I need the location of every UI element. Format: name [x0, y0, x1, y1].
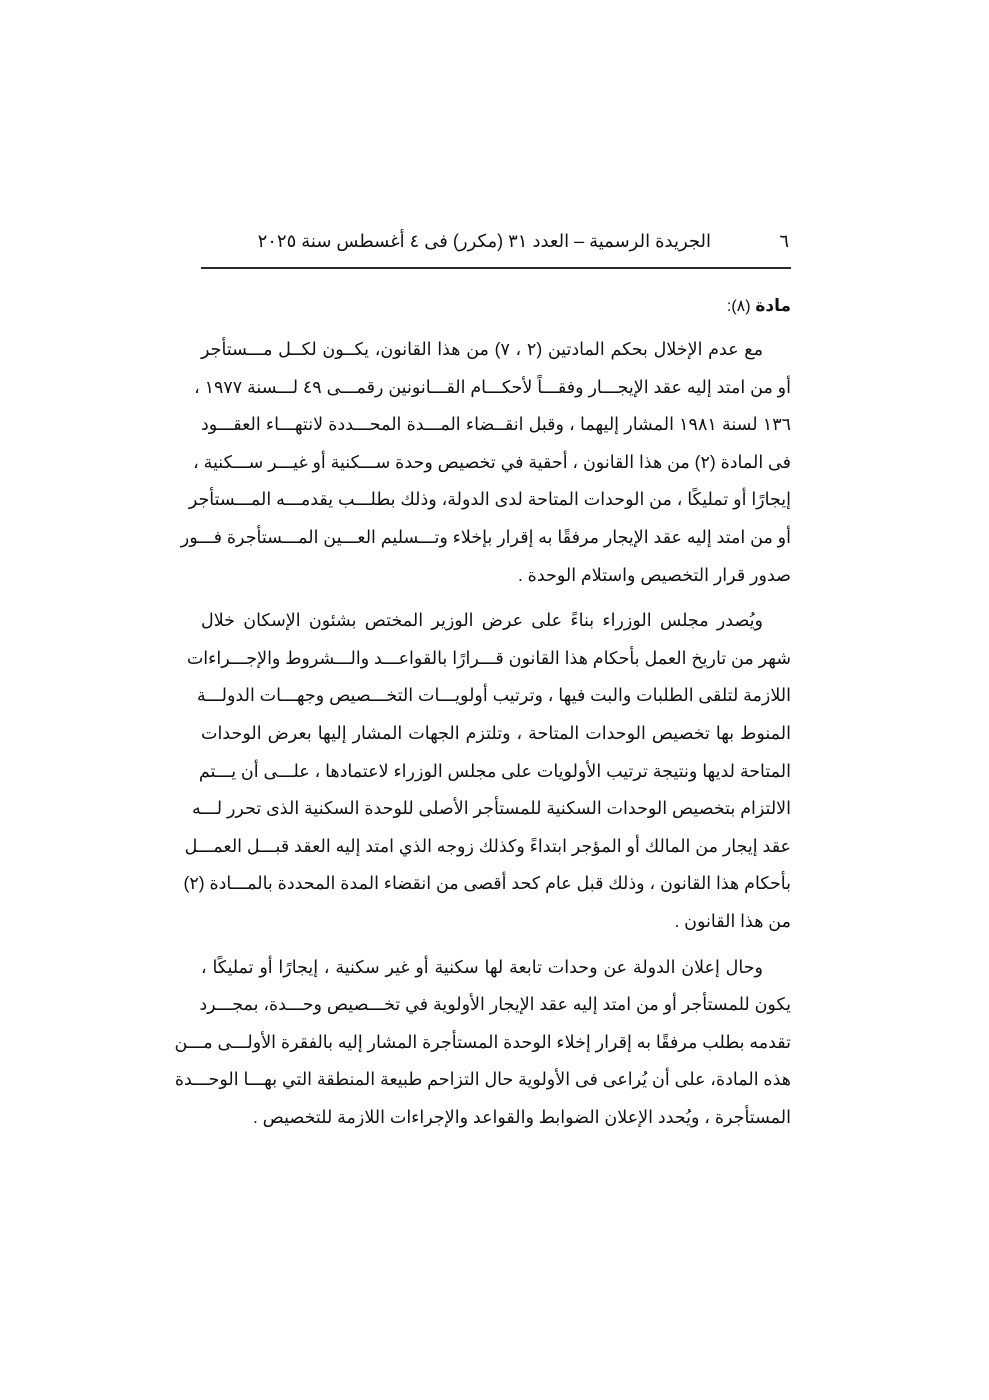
text-line: هذه المادة، على أن يُراعى فى الأولوية حال التزاحم طبيعة المنطقة التي بهـــا الوحـــدة	[174, 1069, 791, 1090]
text-line: بأحكام هذا القانون ، وذلك قبل عام كحد أقصى من انقضاء المدة المحددة بالمـــادة (٢)	[183, 873, 791, 894]
text-line: المستأجرة ، ويُحدد الإعلان الضوابط والقواعد والإجراءات اللازمة للتخصيص .	[252, 1106, 791, 1127]
text-line: المنوط بها تخصيص الوحدات المتاحة ، وتلتزم الجهات المشار إليها بعرض الوحدات	[201, 722, 791, 743]
paragraph-3	[174, 949, 791, 1137]
article-heading	[727, 293, 791, 320]
article-body	[174, 331, 791, 1144]
document-page	[174, 225, 791, 1127]
paragraph-1	[180, 331, 791, 594]
text-line: ويُصدر مجلس الوزراء بناءً على عرض الوزير المختص بشئون الإسكان خلال	[201, 610, 763, 631]
gazette-title: الجريدة الرسمية – العدد ٣١ (مكرر) فى ٤ أغسطس سنة ٢٠٢٥	[257, 231, 711, 251]
text-line: مع عدم الإخلال بحكم المادتين (٢ ، ٧) من هذا القانون، يكــون لكــل مـــستأجر	[201, 339, 763, 359]
paragraph-2	[183, 602, 791, 940]
page-number: ٦	[779, 231, 789, 251]
text-line: أو من امتد إليه عقد الإيجـــار وفقـــاً لأحكـــام القـــانونين رقمـــى ٤٩ لـــسنة ١٩٧٧ ،	[194, 376, 791, 397]
text-line: الالتزام بتخصيص الوحدات السكنية للمستأجر الأصلى للوحدة السكنية الذى تحرر لـــه	[192, 798, 791, 819]
text-line: يكون للمستأجر أو من امتد إليه عقد الإيجار الأولوية في تخـــصيص وحـــدة، بمجـــرد	[199, 994, 791, 1015]
text-line: تقدمه بطلب مرفقًا به إقرار إخلاء الوحدة المستأجرة المشار إليه بالفقرة الأولـــى مـــن	[174, 1031, 791, 1052]
text-line: شهر من تاريخ العمل بأحكام هذا القانون قـــرارًا بالقواعـــد والـــشروط والإجـــراءات	[186, 647, 791, 668]
text-line: صدور قرار التخصيص واستلام الوحدة .	[517, 564, 791, 585]
article-label: مادة	[755, 296, 791, 315]
text-line: أو من امتد إليه عقد الإيجار مرفقًا به إقرار بإخلاء وتـــسليم العـــين المـــستأجرة فـــور	[180, 526, 791, 547]
text-line: من هذا القانون .	[674, 910, 791, 931]
text-line: إيجارًا أو تمليكًا ، من الوحدات المتاحة لدى الدولة، وذلك بطلـــب يقدمـــه المـــستأجر	[188, 489, 791, 510]
text-line: ١٣٦ لسنة ١٩٨١ المشار إليهما ، وقبل انقــضاء المـــدة المحـــددة لانتهـــاء العقـــود	[201, 414, 791, 435]
text-line: اللازمة لتلقى الطلبات والبت فيها ، وترتيب أولويـــات التخـــصيص وجهـــات الدولـــة	[196, 685, 791, 706]
article-number: (٨):	[726, 298, 751, 315]
text-line: عقد إيجار من المالك أو المؤجر ابتداءً وكذلك زوجه الذي امتد إليه العقد قبـــل العمـــل	[184, 835, 791, 856]
text-line: المتاحة لديها ونتيجة ترتيب الأولويات على مجلس الوزراء لاعتمادها ، علـــى أن يـــتم	[198, 760, 791, 781]
header-divider	[201, 267, 791, 269]
text-line: وحال إعلان الدولة عن وحدات تابعة لها سكنية أو غير سكنية ، إيجارًا أو تمليكًا ،	[201, 956, 763, 977]
page-header	[201, 225, 791, 259]
text-line: فى المادة (٢) من هذا القانون ، أحقية في تخصيص وحدة ســـكنية أو غيـــر ســـكنية ،	[193, 451, 791, 472]
